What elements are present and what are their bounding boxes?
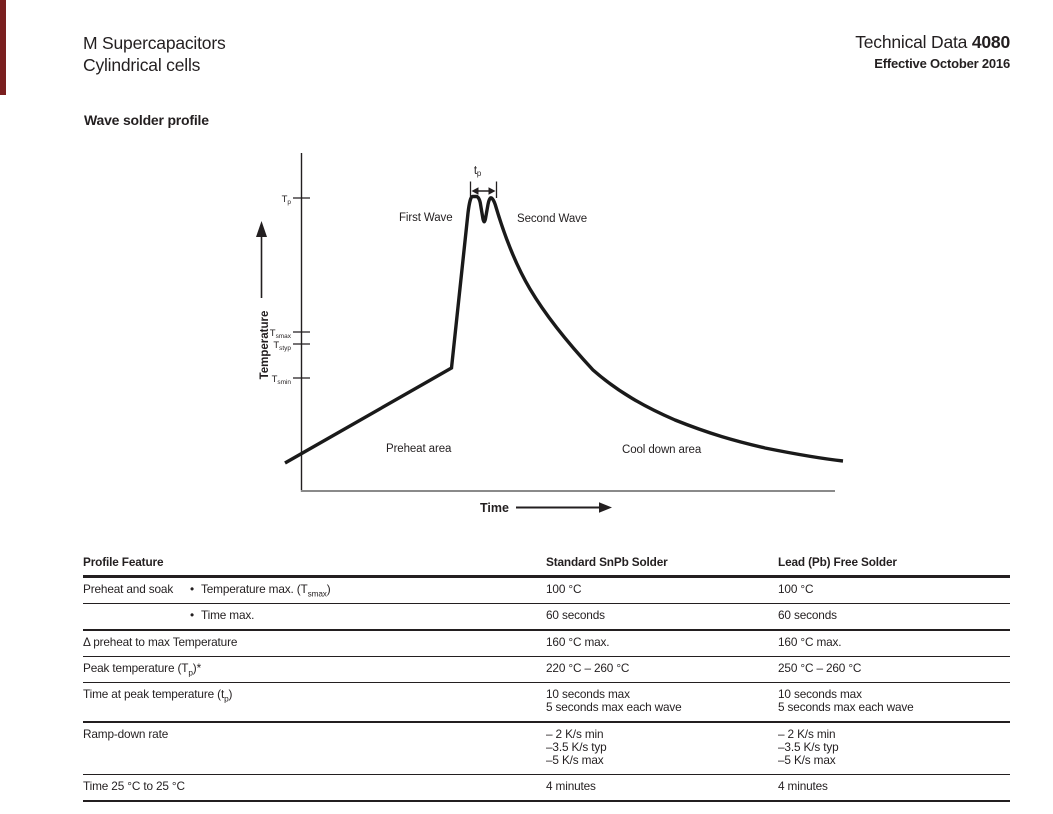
pbfree-value-cell: – 2 K/s min –3.5 K/s typ –5 K/s max xyxy=(778,722,1010,775)
product-title-block xyxy=(83,32,226,76)
snpb-value-cell: 60 seconds xyxy=(546,604,778,631)
sub-feature-cell xyxy=(190,577,546,604)
snpb-value-cell: 100 °C xyxy=(546,577,778,604)
sub-feature-cell xyxy=(190,604,546,631)
table-row xyxy=(83,657,1010,683)
y-tick-label-tsmin: $T_{smin}$ xyxy=(271,374,291,387)
feature-cell: Time at peak temperature $(t_p)$ xyxy=(83,683,546,723)
snpb-value-cell: 4 minutes xyxy=(546,775,778,802)
second-wave-label: Second Wave xyxy=(517,213,588,225)
effective-date: Effective October 2016 xyxy=(874,56,1010,71)
cooldown-area-label: Cool down area xyxy=(622,444,702,456)
document-info-block xyxy=(855,32,1010,71)
table-header-row xyxy=(83,556,1010,577)
table-row xyxy=(83,775,1010,802)
time-arrow-head-icon xyxy=(599,502,612,512)
feature-cell: Peak temperature $(T_p)*$ xyxy=(83,657,546,683)
y-axis-title: Temperature xyxy=(259,310,271,380)
col-header-snpb: Standard SnPb Solder xyxy=(546,556,778,577)
temperature-arrow-head-icon xyxy=(256,221,267,237)
table-row xyxy=(83,604,1010,631)
product-title: M Supercapacitors xyxy=(83,33,226,53)
snpb-value-cell: 220 °C – 260 °C xyxy=(546,657,778,683)
solder-profile-table xyxy=(83,556,1010,802)
sub-feature-label: Time max. xyxy=(200,608,255,622)
snpb-value-cell: 160 °C max. xyxy=(546,630,778,657)
product-subtitle: Cylindrical cells xyxy=(83,55,201,75)
first-wave-label: First Wave xyxy=(398,212,453,224)
table-row xyxy=(83,577,1010,604)
pbfree-value-cell: 250 °C – 260 °C xyxy=(778,657,1010,683)
sub-feature-label: Temperature max. $(T_{smax})$ xyxy=(200,582,331,599)
snpb-value-cell: – 2 K/s min –3.5 K/s typ –5 K/s max xyxy=(546,722,778,775)
page-edge-mark xyxy=(0,0,6,95)
table-row xyxy=(83,630,1010,657)
preheat-area-label: Preheat area xyxy=(386,443,452,455)
profile-curve xyxy=(285,197,843,464)
feature-cell: Time 25 °C to 25 °C xyxy=(83,775,546,802)
feature-cell: Δ preheat to max Temperature xyxy=(83,630,546,657)
doc-number: 4080 xyxy=(971,32,1010,52)
document-title xyxy=(855,32,1010,53)
feature-cell xyxy=(83,604,190,631)
snpb-value-cell: 10 seconds max 5 seconds max each wave xyxy=(546,683,778,723)
section-heading: Wave solder profile xyxy=(84,112,209,128)
wave-solder-profile-chart xyxy=(0,140,1053,520)
tp-annotation-label: tp xyxy=(473,165,482,179)
col-header-pbfree: Lead (Pb) Free Solder xyxy=(778,556,1010,577)
x-axis-title: Time xyxy=(480,501,509,515)
y-tick-label-tsmax: $T_{smax}$ xyxy=(269,328,291,341)
feature-cell: Preheat and soak xyxy=(83,577,190,604)
pbfree-value-cell: 4 minutes xyxy=(778,775,1010,802)
pbfree-value-cell: 160 °C max. xyxy=(778,630,1010,657)
tp-dim-arrow-left-icon xyxy=(472,187,479,194)
table-row xyxy=(83,722,1010,775)
y-tick-label-tstyp: $T_{styp}$ xyxy=(273,340,291,353)
col-header-profile-feature: Profile Feature xyxy=(83,556,546,577)
tp-dim-arrow-right-icon xyxy=(489,187,496,194)
doc-type-label: Technical Data xyxy=(855,32,972,52)
feature-cell: Ramp-down rate xyxy=(83,722,546,775)
pbfree-value-cell: 100 °C xyxy=(778,577,1010,604)
bullet-icon: • xyxy=(190,582,194,596)
pbfree-value-cell: 60 seconds xyxy=(778,604,1010,631)
bullet-icon: • xyxy=(190,608,194,622)
pbfree-value-cell: 10 seconds max 5 seconds max each wave xyxy=(778,683,1010,723)
table-row xyxy=(83,683,1010,723)
y-tick-label-tp: $T_p$ xyxy=(281,194,291,207)
